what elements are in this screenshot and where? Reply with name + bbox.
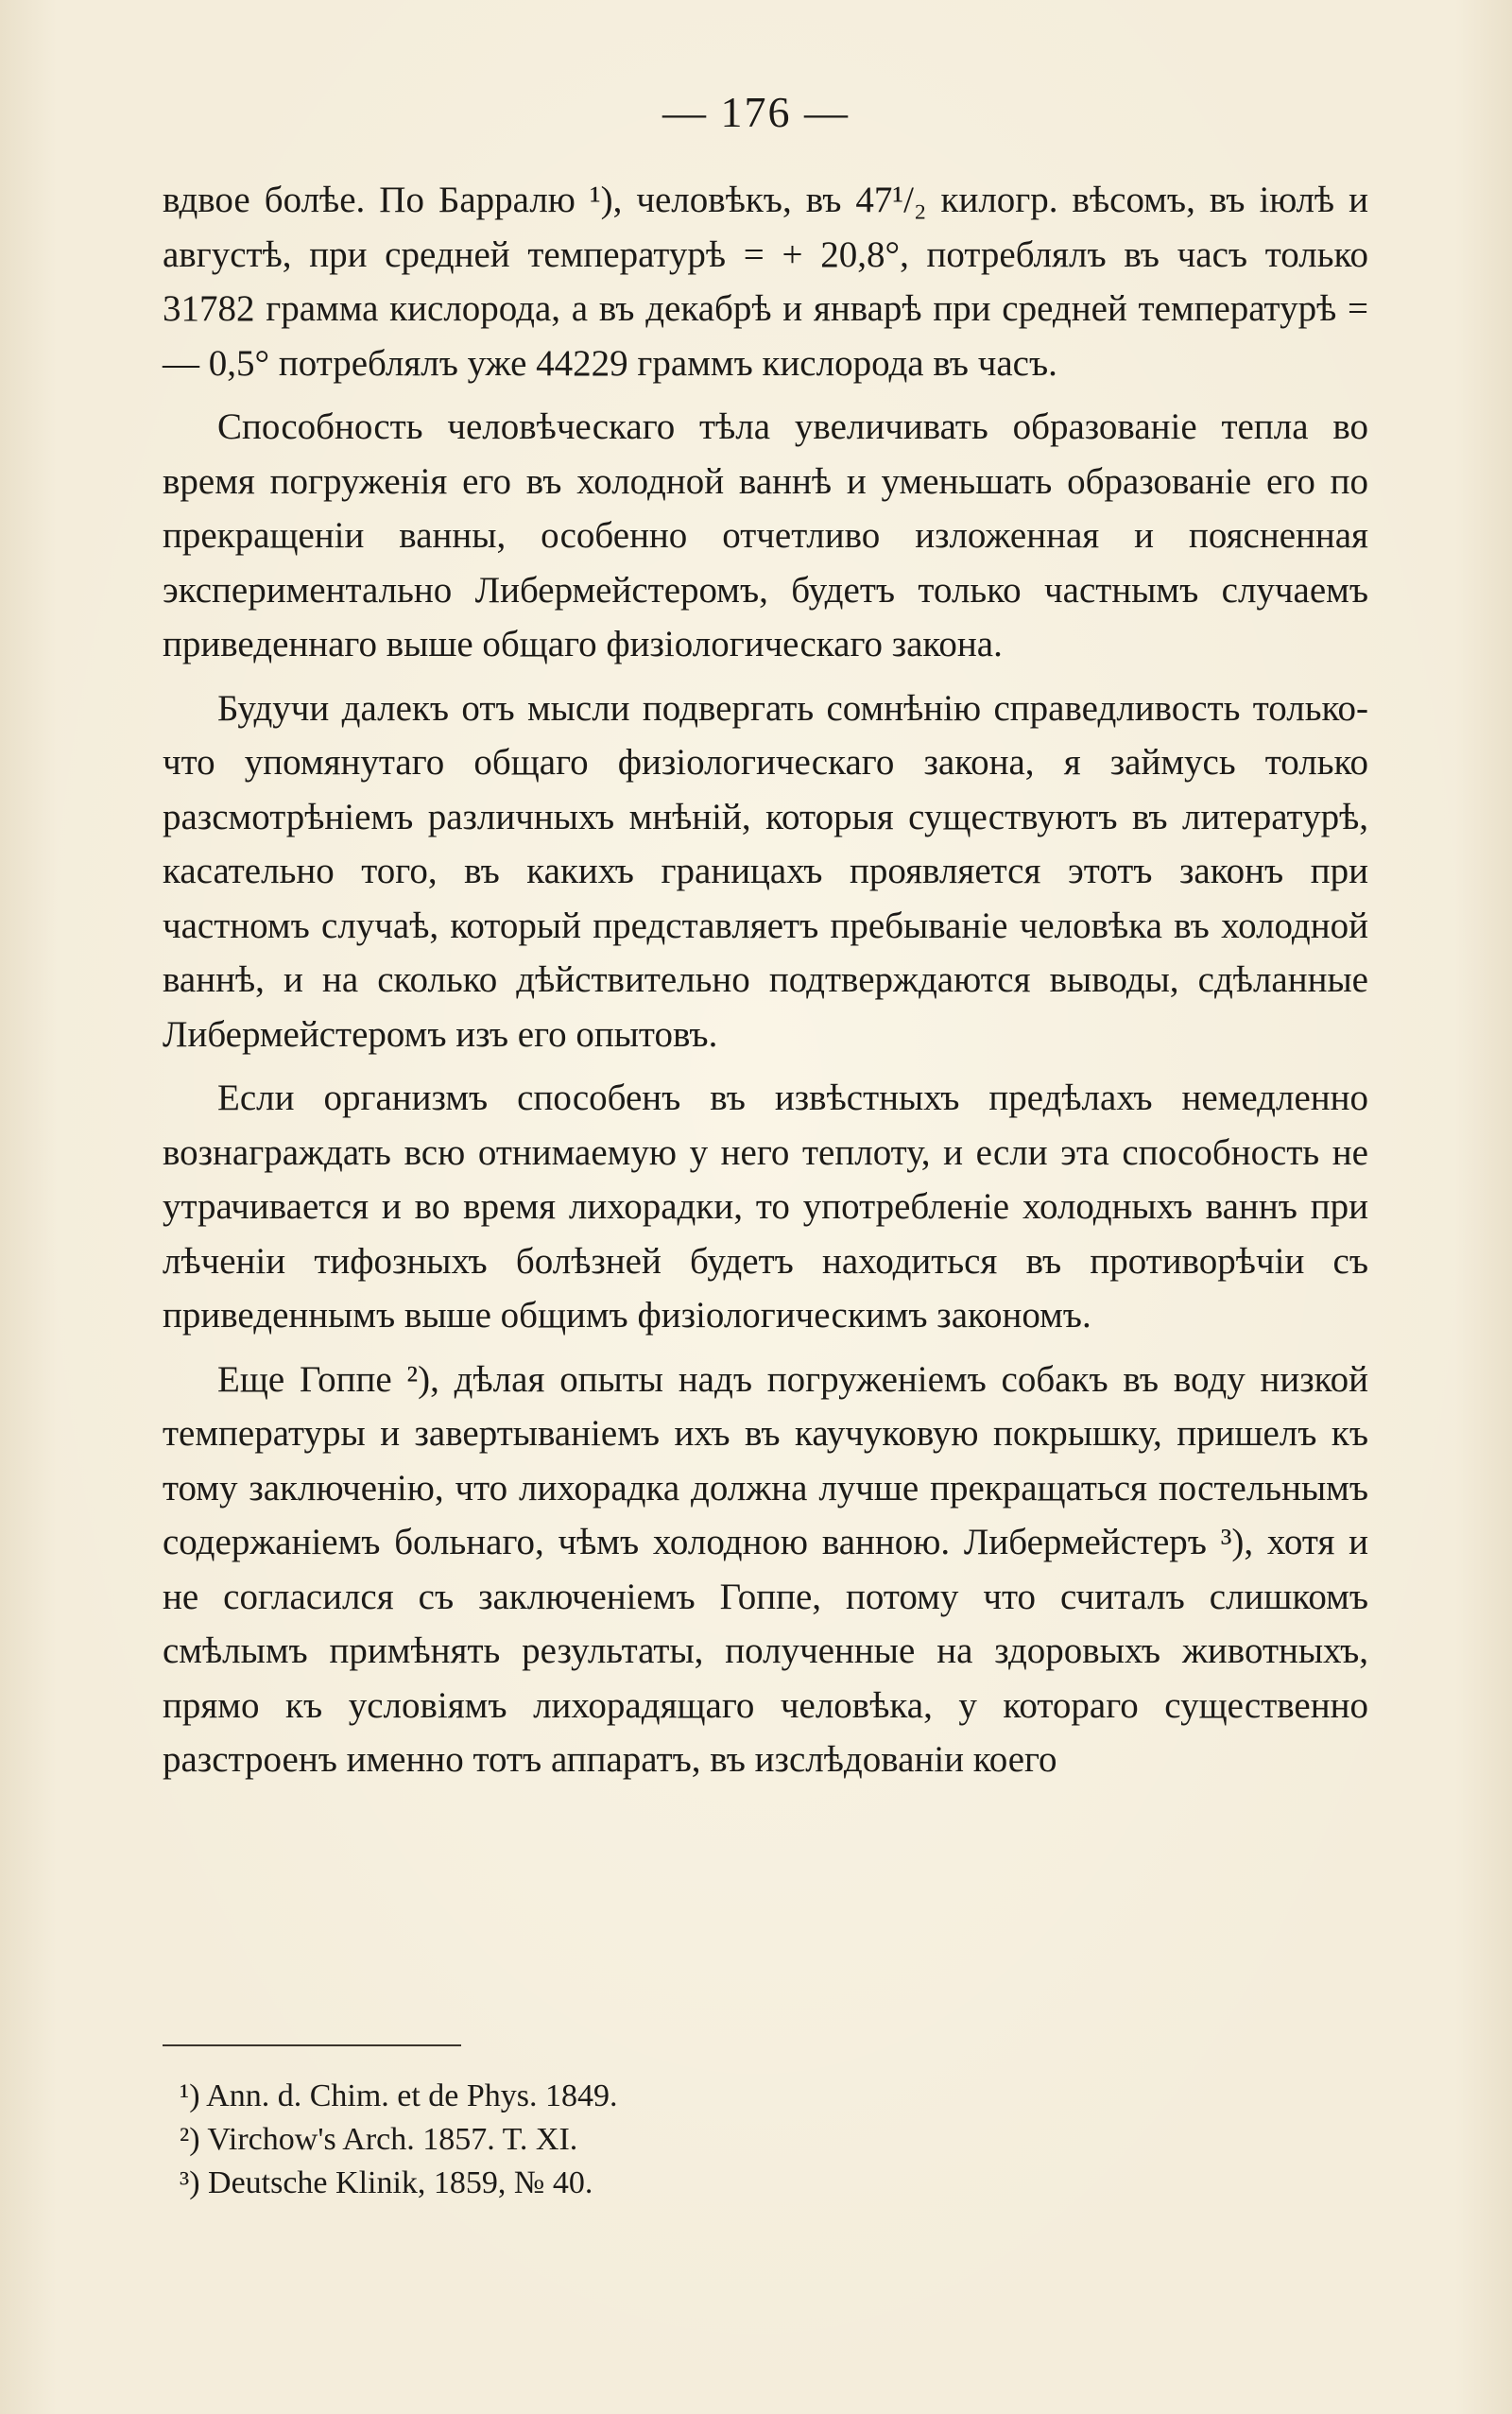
footnote-mark: ¹) bbox=[180, 2078, 200, 2113]
footnote-mark: ³) bbox=[180, 2165, 200, 2200]
paragraph-1: вдвое болѣе. По Барралю ¹), человѣкъ, въ 47¹/₂ килогр. вѣсомъ, въ iюлѣ и августѣ, при средней температурѣ = + 20,8°, потреблялъ въ часъ только 31782 грамма кислорода, а въ декабрѣ и январѣ при средней температурѣ = — 0,5° потреблялъ уже 44229 граммъ кислорода въ часъ. bbox=[163, 180, 1368, 384]
footnote-divider bbox=[163, 2044, 461, 2046]
paragraph-4: Если организмъ способенъ въ извѣстныхъ предѣлахъ немедленно вознаграждать всю отнимаемую у него теплоту, и если эта способность не утрачивается и во время лихорадки, то употребленiе холодныхъ ваннъ при лѣченiи тифозныхъ болѣзней будетъ находиться въ противорѣчiи съ приведеннымъ выше общимъ физiологическимъ закономъ. bbox=[163, 1078, 1368, 1336]
footnotes bbox=[180, 2075, 1219, 2205]
paragraph-3: Будучи далекъ отъ мысли подвергать сомнѣнiю справедливость только-что упомянутаго общаго физiологическаго закона, я займусь только разсмотрѣнiемъ различныхъ мнѣнiй, которыя существуютъ въ литературѣ, касательно того, въ какихъ границахъ проявляется этотъ законъ при частномъ случаѣ, который представляетъ пребыванiе человѣка въ холодной ваннѣ, и на сколько дѣйствительно подтверждаются выводы, сдѣланные Либермейстеромъ изъ его опытовъ. bbox=[163, 687, 1368, 1055]
paragraph-2: Способность человѣческаго тѣла увеличивать образованiе тепла во время погруженiя его въ холодной ваннѣ и уменьшать образованiе его по прекращенiи ванны, особенно отчетливо изложенная и поясненная экспериментально Либермейстеромъ, будетъ только частнымъ случаемъ приведеннаго выше общаго физiологическаго закона. bbox=[163, 406, 1368, 664]
footnote-text: Virchow's Arch. 1857. T. XI. bbox=[199, 2122, 578, 2157]
footnote-2 bbox=[180, 2118, 1219, 2162]
paragraph-5: Еще Гоппе ²), дѣлая опыты надъ погруженiемъ собакъ въ воду низкой температуры и завертыванiемъ ихъ въ каучуковую покрышку, пришелъ къ тому заключенiю, что лихорадка должна лучше прекращаться постельнымъ содержанiемъ больнаго, чѣмъ холодною ванною. Либермейстеръ ³), хотя и не согласился съ заключенiемъ Гоппе, потому что считалъ слишкомъ смѣлымъ примѣнять результаты, полученные на здоровыхъ животныхъ, прямо къ условiямъ лихорадящаго человѣка, у котораго существенно разстроенъ именно тотъ аппаратъ, въ изслѣдованiи коего bbox=[163, 1358, 1368, 1780]
main-text bbox=[163, 173, 1368, 1787]
page-number: — 176 — bbox=[662, 88, 850, 136]
footnote-mark: ²) bbox=[180, 2122, 200, 2157]
footnote-text: Deutsche Klinik, 1859, № 40. bbox=[199, 2165, 593, 2200]
footnote-1 bbox=[180, 2075, 1219, 2118]
footnote-text: Ann. d. Chim. et de Phys. 1849. bbox=[199, 2078, 618, 2113]
footnote-3 bbox=[180, 2162, 1219, 2205]
